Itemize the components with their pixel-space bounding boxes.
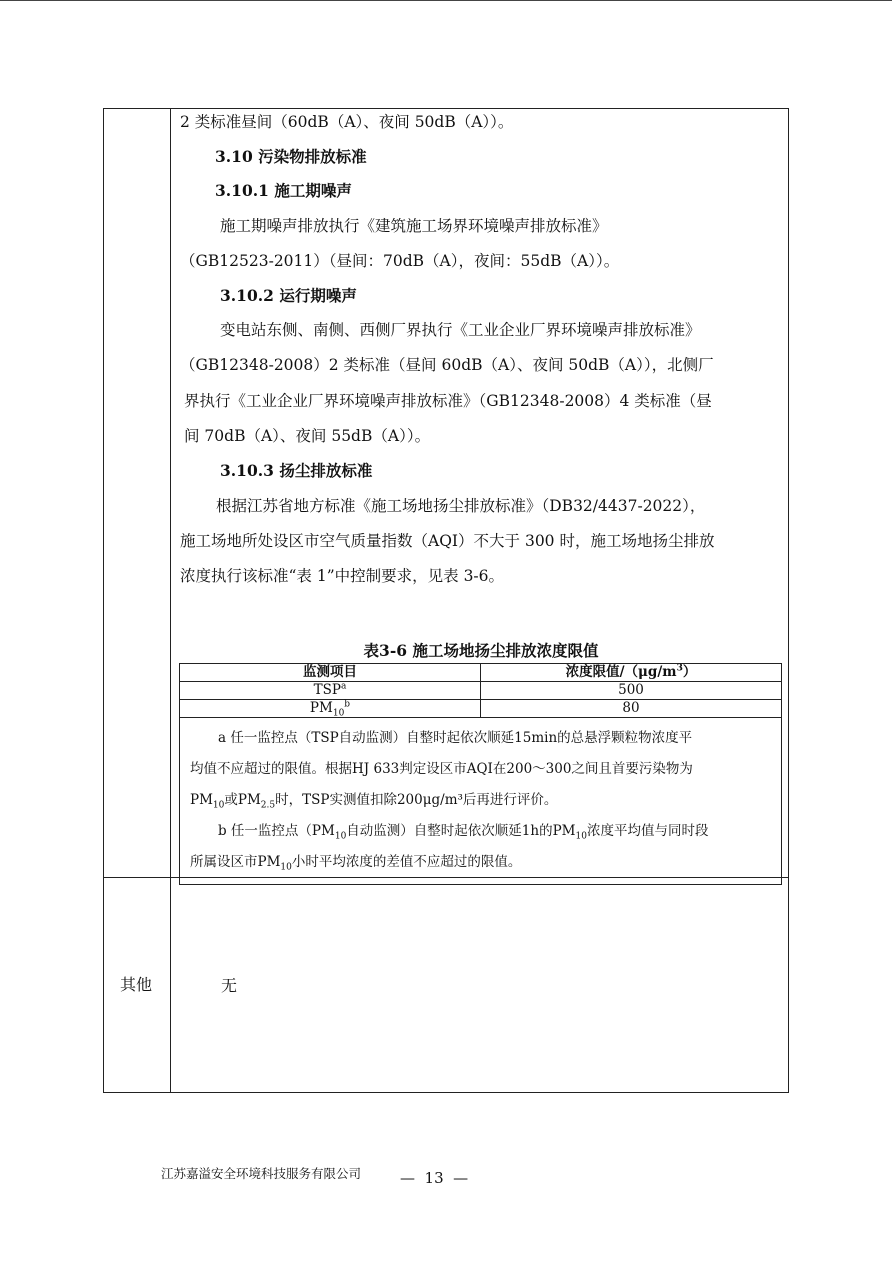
subsection-heading: 3.10.1 施工期噪声 bbox=[215, 181, 352, 200]
table-row bbox=[180, 700, 782, 718]
header-concentration-limit: 浓度限值$/(\mu g/m^3)$ bbox=[481, 664, 782, 682]
subsection-heading: 3.10.2 运行期噪声 bbox=[220, 286, 357, 305]
row-item: $PM_{10}^b$ bbox=[180, 700, 481, 718]
row-value: 80 bbox=[481, 700, 782, 718]
paragraph-line: （GB12523-2011）（昼间：70dB（A），夜间：55dB（A））。 bbox=[180, 252, 620, 270]
header-monitoring-item: 监测项目 bbox=[180, 664, 481, 682]
paragraph-line: 浓度执行该标准“表 1”中控制要求，见表 3-6。 bbox=[180, 567, 505, 585]
paragraph-line: 间 70dB（A）、夜间 55dB（A））。 bbox=[184, 427, 431, 445]
other-value: 无 bbox=[221, 976, 238, 995]
dust-limit-table bbox=[179, 663, 782, 885]
note-b-line: b 任一监控点（$PM_{10}$自动监测）自整时起依次顺延1h的$PM_{10}$浓度平均值与同时段 bbox=[218, 823, 709, 842]
note-a-line: a 任一监控点（TSP自动监测）自整时起依次顺延15min的总悬浮颗粒物浓度平 bbox=[218, 730, 693, 746]
paragraph-line: 界执行《工业企业厂界环境噪声排放标准》（GB12348-2008）4 类标准（昼 bbox=[184, 392, 712, 410]
column-divider bbox=[170, 108, 171, 1093]
subsection-heading: 3.10.3 扬尘排放标准 bbox=[220, 461, 373, 480]
table-row bbox=[180, 682, 782, 700]
paragraph-line: 施工期噪声排放执行《建筑施工场界环境噪声排放标准》 bbox=[220, 217, 608, 235]
row-value: 500 bbox=[481, 682, 782, 700]
page-number: — 13 — bbox=[400, 1169, 469, 1187]
note-a-line: 均值不应超过的限值。根据HJ 633判定设区市AQI在200～300之间且首要污染物为 bbox=[190, 761, 693, 777]
table-title: 表3-6 施工场地扬尘排放浓度限值 bbox=[363, 641, 599, 660]
footer-company: 江苏嘉溢安全环境科技服务有限公司 bbox=[161, 1166, 362, 1181]
table-header-row bbox=[180, 664, 782, 682]
page-top-rule bbox=[0, 0, 892, 1]
paragraph-line: 变电站东侧、南侧、西侧厂界执行《工业企业厂界环境噪声排放标准》 bbox=[220, 321, 701, 339]
section-heading: 3.10 污染物排放标准 bbox=[215, 147, 367, 166]
table-notes-row bbox=[180, 718, 782, 885]
other-label: 其他 bbox=[120, 975, 153, 994]
paragraph-line: 2 类标准昼间（60dB（A）、夜间 50dB（A））。 bbox=[180, 113, 514, 131]
note-a-line: $PM_{10}$或$PM_{2.5}$时，TSP实测值扣除200μg/m³后再进行评价。 bbox=[190, 792, 558, 811]
table-notes bbox=[180, 718, 782, 885]
paragraph-line: 施工场地所处设区市空气质量指数（AQI）不大于 300 时，施工场地扬尘排放 bbox=[180, 532, 715, 550]
paragraph-line: 根据江苏省地方标准《施工场地扬尘排放标准》（DB32/4437-2022）， bbox=[216, 497, 706, 515]
row-item: TSP$^a$ bbox=[180, 682, 481, 700]
note-b-line: 所属设区市$PM_{10}$小时平均浓度的差值不应超过的限值。 bbox=[190, 854, 522, 873]
paragraph-line: （GB12348-2008）2 类标准（昼间 60dB（A）、夜间 50dB（A）），北侧厂 bbox=[180, 356, 714, 374]
